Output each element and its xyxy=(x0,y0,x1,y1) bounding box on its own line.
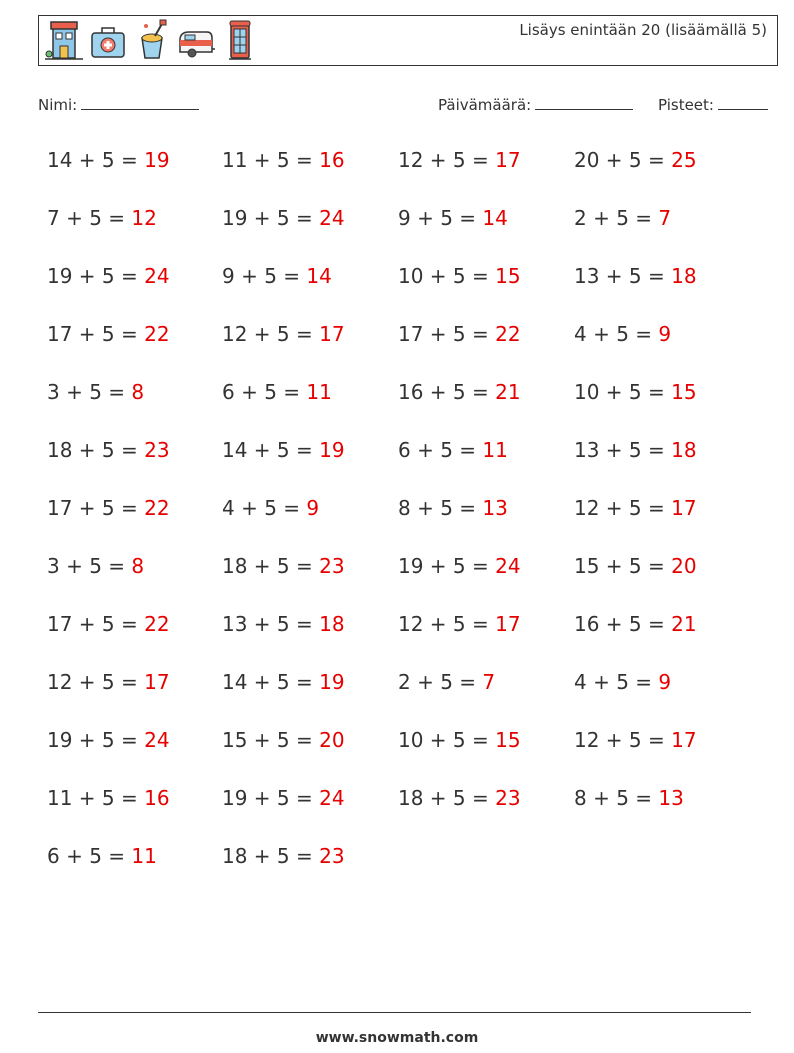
problem-question: 11 + 5 = xyxy=(47,786,145,810)
problem-answer: 13 xyxy=(482,496,508,520)
problem-question: 19 + 5 = xyxy=(47,728,145,752)
worksheet-header xyxy=(38,15,778,66)
problem-answer: 19 xyxy=(319,438,345,462)
problem-item xyxy=(574,612,697,636)
footer-divider xyxy=(38,1012,751,1013)
problem-question: 12 + 5 = xyxy=(398,148,496,172)
building-icon xyxy=(45,18,83,62)
problem-question: 7 + 5 = xyxy=(47,206,132,230)
problem-question: 3 + 5 = xyxy=(47,380,132,404)
problem-item xyxy=(398,786,521,810)
problem-item xyxy=(398,438,508,462)
problem-item xyxy=(398,264,521,288)
problem-question: 16 + 5 = xyxy=(398,380,496,404)
problem-question: 19 + 5 = xyxy=(222,206,320,230)
problem-item xyxy=(574,670,671,694)
problem-answer: 18 xyxy=(671,438,697,462)
problem-answer: 8 xyxy=(131,554,145,578)
problem-question: 11 + 5 = xyxy=(222,148,320,172)
name-field xyxy=(38,94,199,114)
problem-answer: 11 xyxy=(482,438,508,462)
problem-answer: 17 xyxy=(495,148,521,172)
problem-question: 14 + 5 = xyxy=(222,670,320,694)
problem-question: 12 + 5 = xyxy=(574,496,672,520)
problem-item xyxy=(47,148,170,172)
problem-item xyxy=(398,206,508,230)
problem-item xyxy=(574,496,697,520)
problem-question: 4 + 5 = xyxy=(574,322,659,346)
problem-question: 18 + 5 = xyxy=(398,786,496,810)
problem-item xyxy=(398,554,521,578)
problem-question: 6 + 5 = xyxy=(222,380,307,404)
problem-answer: 9 xyxy=(658,670,672,694)
problem-answer: 14 xyxy=(482,206,508,230)
problem-question: 2 + 5 = xyxy=(574,206,659,230)
problem-answer: 23 xyxy=(144,438,170,462)
problem-answer: 7 xyxy=(482,670,496,694)
problem-answer: 12 xyxy=(131,206,157,230)
problem-answer: 24 xyxy=(319,206,345,230)
problem-answer: 7 xyxy=(658,206,672,230)
problem-item xyxy=(47,322,170,346)
problem-item xyxy=(47,380,144,404)
problem-item xyxy=(574,206,671,230)
problem-answer: 17 xyxy=(495,612,521,636)
problem-question: 15 + 5 = xyxy=(574,554,672,578)
problem-answer: 9 xyxy=(306,496,320,520)
problem-item xyxy=(47,206,157,230)
problem-answer: 17 xyxy=(671,496,697,520)
problem-item xyxy=(47,554,144,578)
problem-item xyxy=(222,264,332,288)
problem-item xyxy=(574,554,697,578)
problem-answer: 15 xyxy=(671,380,697,404)
problem-question: 2 + 5 = xyxy=(398,670,483,694)
worksheet-title: Lisäys enintään 20 (lisäämällä 5) xyxy=(519,21,767,39)
score-label: Pisteet: xyxy=(658,96,714,114)
problem-item xyxy=(574,786,684,810)
problem-answer: 11 xyxy=(306,380,332,404)
problem-item xyxy=(222,786,345,810)
problem-answer: 17 xyxy=(144,670,170,694)
problem-answer: 23 xyxy=(319,844,345,868)
problem-question: 17 + 5 = xyxy=(47,496,145,520)
problem-answer: 22 xyxy=(144,496,170,520)
problem-answer: 22 xyxy=(144,612,170,636)
problem-question: 9 + 5 = xyxy=(398,206,483,230)
problem-question: 12 + 5 = xyxy=(574,728,672,752)
score-field xyxy=(658,94,768,114)
problem-question: 10 + 5 = xyxy=(398,728,496,752)
problem-item xyxy=(574,264,697,288)
problem-answer: 15 xyxy=(495,728,521,752)
problem-answer: 19 xyxy=(319,670,345,694)
problem-question: 13 + 5 = xyxy=(574,264,672,288)
problem-question: 9 + 5 = xyxy=(222,264,307,288)
problem-question: 6 + 5 = xyxy=(47,844,132,868)
problem-item xyxy=(398,728,521,752)
problem-question: 10 + 5 = xyxy=(398,264,496,288)
date-line xyxy=(535,94,633,110)
problem-answer: 24 xyxy=(144,728,170,752)
problem-question: 8 + 5 = xyxy=(574,786,659,810)
problem-question: 18 + 5 = xyxy=(222,554,320,578)
first-aid-kit-icon xyxy=(89,18,127,62)
name-label: Nimi: xyxy=(38,96,78,114)
problem-item xyxy=(398,322,521,346)
problem-item xyxy=(222,496,319,520)
problem-question: 19 + 5 = xyxy=(47,264,145,288)
problem-answer: 24 xyxy=(495,554,521,578)
problem-answer: 19 xyxy=(144,148,170,172)
problem-item xyxy=(574,438,697,462)
problem-item xyxy=(222,380,332,404)
problem-item xyxy=(47,670,170,694)
problem-question: 6 + 5 = xyxy=(398,438,483,462)
problem-question: 17 + 5 = xyxy=(47,322,145,346)
date-field xyxy=(438,94,633,114)
problem-item xyxy=(222,438,345,462)
problem-answer: 23 xyxy=(319,554,345,578)
problem-item xyxy=(47,612,170,636)
problem-answer: 11 xyxy=(131,844,157,868)
problem-answer: 22 xyxy=(495,322,521,346)
problem-item xyxy=(398,496,508,520)
problem-answer: 16 xyxy=(319,148,345,172)
problem-item xyxy=(222,206,345,230)
problem-question: 13 + 5 = xyxy=(574,438,672,462)
problem-item xyxy=(574,380,697,404)
problem-item xyxy=(47,728,170,752)
problem-question: 14 + 5 = xyxy=(47,148,145,172)
problem-answer: 25 xyxy=(671,148,697,172)
problem-item xyxy=(398,380,521,404)
footer-url: www.snowmath.com xyxy=(315,1030,479,1046)
problem-item xyxy=(222,148,345,172)
problem-answer: 24 xyxy=(319,786,345,810)
problem-item xyxy=(574,148,697,172)
problem-answer: 8 xyxy=(131,380,145,404)
problem-item xyxy=(47,438,170,462)
problem-question: 15 + 5 = xyxy=(222,728,320,752)
problem-question: 10 + 5 = xyxy=(574,380,672,404)
problem-question: 19 + 5 = xyxy=(222,786,320,810)
problem-answer: 23 xyxy=(495,786,521,810)
problem-answer: 14 xyxy=(306,264,332,288)
problem-item xyxy=(398,148,521,172)
problem-answer: 16 xyxy=(144,786,170,810)
problem-question: 4 + 5 = xyxy=(222,496,307,520)
problem-question: 4 + 5 = xyxy=(574,670,659,694)
problem-question: 8 + 5 = xyxy=(398,496,483,520)
problem-answer: 17 xyxy=(671,728,697,752)
problem-question: 13 + 5 = xyxy=(222,612,320,636)
problem-question: 12 + 5 = xyxy=(398,612,496,636)
problem-item xyxy=(574,322,671,346)
problem-item xyxy=(222,844,345,868)
problem-answer: 9 xyxy=(658,322,672,346)
date-label: Päivämäärä: xyxy=(438,96,532,114)
problem-item xyxy=(222,670,345,694)
problem-item xyxy=(222,728,345,752)
problem-answer: 13 xyxy=(658,786,684,810)
problem-answer: 21 xyxy=(671,612,697,636)
problem-answer: 20 xyxy=(671,554,697,578)
problem-question: 14 + 5 = xyxy=(222,438,320,462)
header-icons xyxy=(45,18,259,62)
problem-question: 12 + 5 = xyxy=(222,322,320,346)
name-line xyxy=(81,94,199,110)
problem-item xyxy=(222,612,345,636)
problem-question: 20 + 5 = xyxy=(574,148,672,172)
problem-answer: 20 xyxy=(319,728,345,752)
problem-question: 12 + 5 = xyxy=(47,670,145,694)
problem-item xyxy=(47,264,170,288)
problem-item xyxy=(398,670,495,694)
problem-item xyxy=(47,496,170,520)
problem-item xyxy=(47,844,157,868)
problem-item xyxy=(47,786,170,810)
problem-question: 3 + 5 = xyxy=(47,554,132,578)
score-line xyxy=(718,94,768,110)
problem-question: 19 + 5 = xyxy=(398,554,496,578)
problem-answer: 17 xyxy=(319,322,345,346)
problem-answer: 18 xyxy=(671,264,697,288)
problem-item xyxy=(398,612,521,636)
problem-question: 18 + 5 = xyxy=(222,844,320,868)
problem-answer: 15 xyxy=(495,264,521,288)
problem-answer: 22 xyxy=(144,322,170,346)
problem-item xyxy=(574,728,697,752)
problem-answer: 24 xyxy=(144,264,170,288)
problem-answer: 21 xyxy=(495,380,521,404)
problem-question: 17 + 5 = xyxy=(398,322,496,346)
problem-answer: 18 xyxy=(319,612,345,636)
problem-question: 16 + 5 = xyxy=(574,612,672,636)
phone-booth-icon xyxy=(221,18,259,62)
problem-question: 18 + 5 = xyxy=(47,438,145,462)
problem-item xyxy=(222,322,345,346)
problem-item xyxy=(222,554,345,578)
sand-bucket-icon xyxy=(133,18,171,62)
caravan-icon xyxy=(177,18,215,62)
problem-question: 17 + 5 = xyxy=(47,612,145,636)
